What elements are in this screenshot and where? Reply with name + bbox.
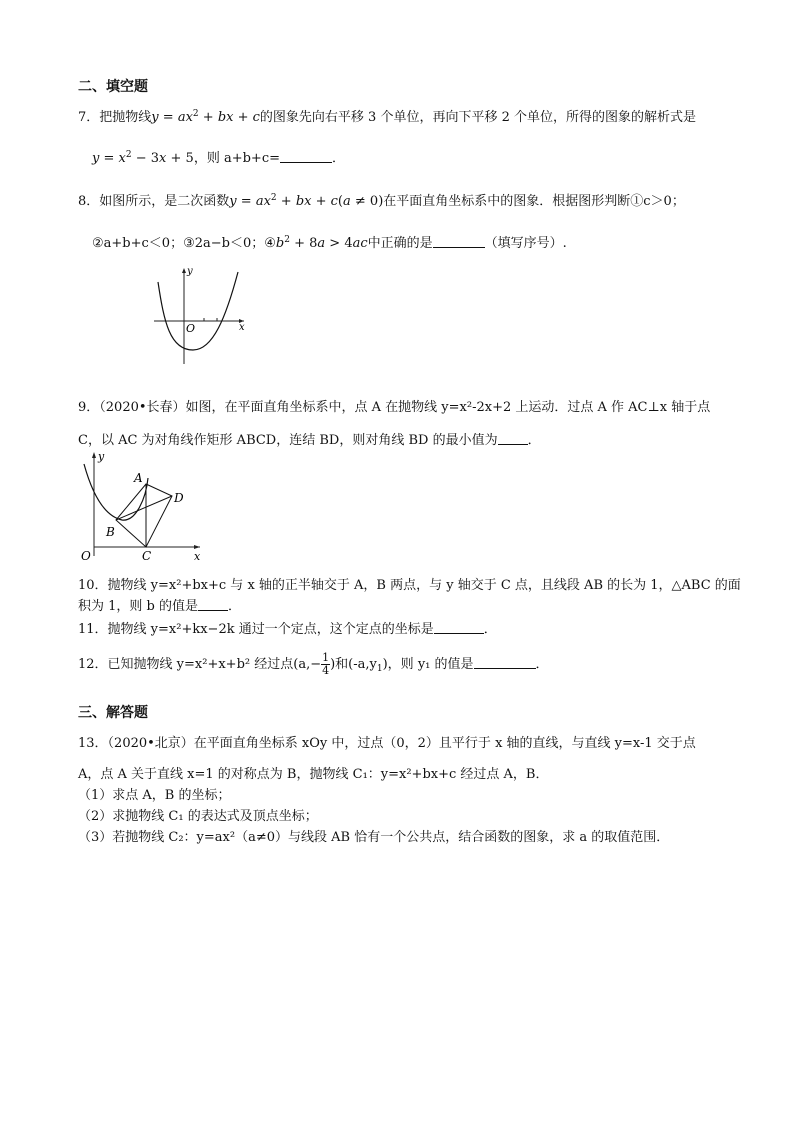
q7-answer-blank[interactable] bbox=[280, 150, 332, 163]
q8-origin-label: O bbox=[186, 322, 196, 335]
q9-point-b-label: B bbox=[106, 525, 115, 539]
q9-y-axis-arrow bbox=[92, 452, 96, 458]
question-13-part-3: （3）若抛物线 C₂：y=ax²（a≠0）与线段 AB 恰有一个公共点，结合函数的图象，求 a 的取值范围． bbox=[78, 830, 670, 845]
section-title-fill-blank: 二、填空题 bbox=[78, 79, 148, 95]
q9-rectangle-abcd bbox=[116, 484, 172, 547]
question-10-line-1: 10．抛物线 y=x²+bx+c 与 x 轴的正半轴交于 A，B 两点，与 y 轴交于 C 点，且线段 AB 的长为 1，△ABC 的面 bbox=[78, 578, 741, 593]
q8-answer-blank[interactable] bbox=[433, 235, 485, 248]
q8-y-axis-arrow bbox=[182, 268, 186, 273]
question-13-line-1: 13．（2020•北京）在平面直角坐标系 xOy 中，过点（0，2）且平行于 x 轴的直线，与直线 y=x-1 交于点 bbox=[78, 736, 696, 751]
q12-fraction: $\frac{1}{4}$ bbox=[322, 651, 330, 677]
question-8-line-2: ②a+b+c＜0；③2a−b＜0；$④b^2 + 8a > 4ac$中正确的是 （填写序号）. bbox=[92, 235, 567, 251]
q12-answer-blank[interactable] bbox=[474, 656, 536, 669]
q9-point-a-label: A bbox=[134, 471, 143, 485]
question-13-line-2: A，点 A 关于直线 x=1 的对称点为 B，抛物线 C₁：y=x²+bx+c 经过点 A，B． bbox=[78, 767, 549, 782]
question-7-line-1: 7．把抛物线$y = ax^2$ + bx + c的图象先向右平移 3 个单位，再向下平移 2 个单位，所得的图象的解析式是 bbox=[78, 109, 696, 125]
q9-point-d-label: D bbox=[174, 491, 184, 505]
question-13-part-1: （1）求点 A，B 的坐标； bbox=[78, 788, 231, 803]
question-7-line-2: $y = x^2 - 3x + 5$，则 a+b+c= ． bbox=[92, 150, 346, 166]
question-9-line-1: 9．（2020•长春）如图，在平面直角坐标系中，点 A 在抛物线 y=x²-2x+2 上运动．过点 A 作 AC⊥x 轴于点 bbox=[78, 400, 711, 415]
question-13-part-2: （2）求抛物线 C₁ 的表达式及顶点坐标； bbox=[78, 809, 318, 824]
question-8-line-1: 8．如图所示，是二次函数$y = ax^2$ + bx + c(a ≠ 0)在平面直角坐标系中的图象．根据图形判断①c＞0； bbox=[78, 193, 685, 209]
q9-answer-blank[interactable] bbox=[498, 432, 528, 445]
question-12: 12．已知抛物线 y=x²+x+b² 经过点(a,− $\frac{1}{4}$ )和$(-a,y_1)$，则 y₁ 的值是 ． bbox=[78, 651, 549, 677]
question-10-line-2: 积为 1，则 b 的值是 ． bbox=[78, 599, 242, 614]
question-9-line-2: C，以 AC 为对角线作矩形 ABCD，连结 BD，则对角线 BD 的最小值为 ． bbox=[78, 433, 541, 448]
q9-x-axis-arrow bbox=[194, 545, 200, 549]
q8-parabola-figure bbox=[148, 262, 252, 368]
q10-answer-blank[interactable] bbox=[198, 598, 228, 611]
section-title-solutions: 三、解答题 bbox=[78, 705, 148, 721]
question-11: 11．抛物线 y=x²+kx−2k 通过一个定点，这个定点的坐标是 ． bbox=[78, 622, 497, 637]
q8-y-label: y bbox=[187, 266, 193, 277]
q9-point-c-label: C bbox=[142, 549, 152, 563]
q8-parabola-curve bbox=[158, 272, 238, 350]
q8-x-label: x bbox=[239, 322, 245, 333]
q9-diagonal-bd bbox=[116, 496, 172, 520]
q7-formula-original: y bbox=[151, 110, 159, 125]
q9-rectangle-figure bbox=[76, 448, 212, 566]
q9-y-label: y bbox=[98, 450, 105, 463]
q11-answer-blank[interactable] bbox=[434, 621, 484, 634]
q9-x-label: x bbox=[194, 550, 201, 563]
q9-origin-label: O bbox=[81, 549, 91, 563]
